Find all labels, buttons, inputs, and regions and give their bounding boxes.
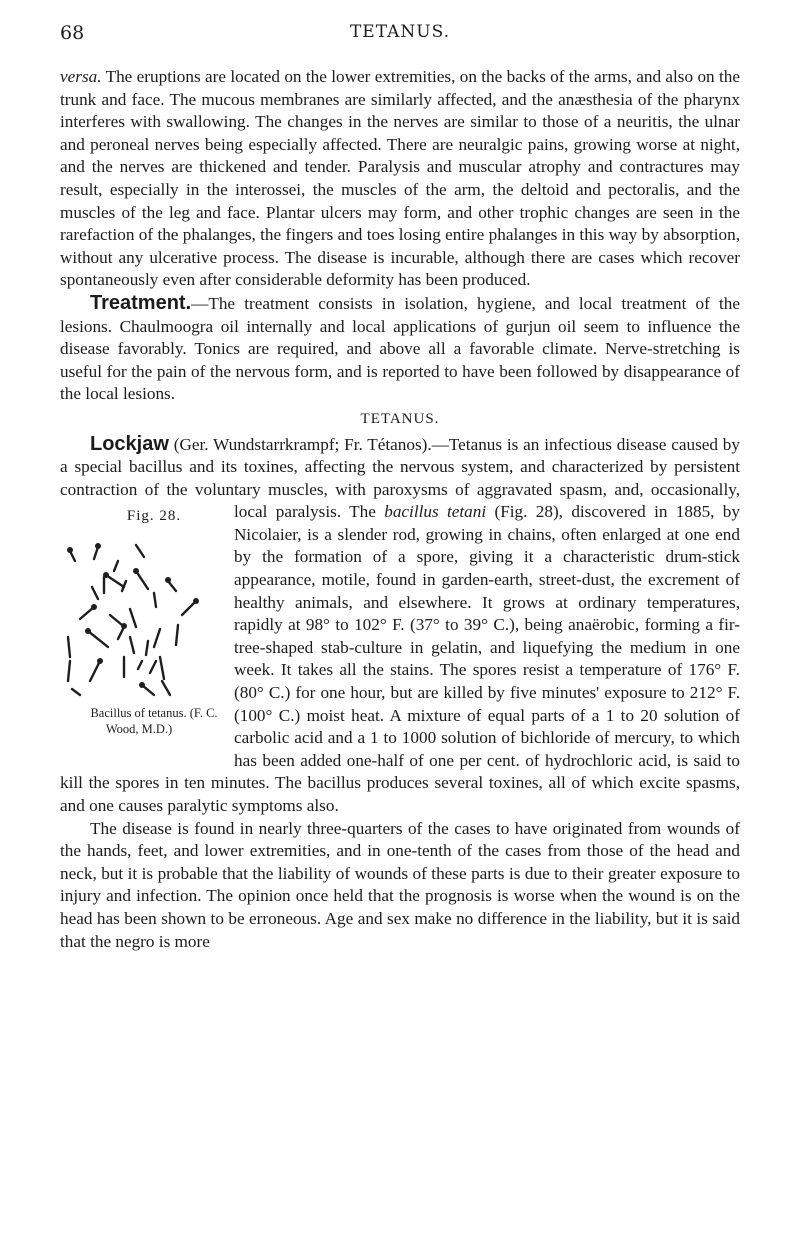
treatment-text: —The treatment consists in isolation, hygiene, and local treatment of the lesions. Chaulmoogra oil internally and local applications of gurjun oil seem to influence the disease favorably. Tonics are required, and above all a favorable climate. Nerve-stretching is useful for the pain of the nervous form, and is reported to have been followed by disappearance of the local lesions. — [60, 293, 740, 404]
spore — [103, 572, 109, 578]
bacillus-rod — [114, 561, 118, 571]
spore — [95, 543, 101, 549]
paragraph-leprosy-continued — [60, 66, 740, 292]
bacillus-rod — [176, 625, 178, 645]
figure-label: Fig. 28. — [126, 508, 182, 525]
spore — [165, 577, 171, 583]
spore — [139, 682, 145, 688]
bacillus-rod — [138, 661, 142, 669]
paragraph-text: The eruptions are located on the lower extremities, on the backs of the arms, and also on the trunk and face. The mucous membranes are similarly affected, and the anæsthesia of the pharynx interferes with swallowing. The changes in the nerves are similar to those of a neuritis, the ulnar and peroneal nerves being especially affected. There are neuralgic pains, growing worse at night, and the nerves are thickened and tender. Paralysis and muscular atrophy and contractures may result, especially in the interossei, the muscles of the arm, the deltoid and pectoralis, and the muscles of the leg and face. Plantar ulcers may form, and other trophic changes are seen in the rarefaction of the phalanges, the fingers and toes losing entire phalanges in this way by absorption, without any ulcerative process. The disease is incurable, although there are cases which recover spontaneously even after considerable deformity has been produced. — [60, 67, 740, 290]
lockjaw-text-after: (Fig. 28), discovered in 1885, by Nicolaier, is a slender rod, growing in chains, often enlarged at one end by the formation of a spore, giving it a characteristic drum-stick appearance, motile, found in garden-earth, street-dust, the excrement of healthy animals, and elsewhere. It grows at ordinary temperatures, rapidly at 98° to 102° F. (37° to 39° C.), being anaërobic, forming a fir-tree-shaped stab-culture in gelatin, and liquefying the medium in one week. It takes all the stains. The spores resist a temperature of 176° F. (80° C.) for one hour, but are killed by five minutes' exposure to 212° F. (100° C.) moist heat. A mixture of equal parts of a 1 to 20 solution of carbolic acid and a 1 to 1000 solution of bichloride of mercury, to which has been added one-half of one per cent. of hydrochloric acid, is said to kill the spores in ten minutes. The bacillus produces several toxines, all of which excite spasms, and one causes paralytic symptoms also. — [60, 502, 740, 815]
treatment-heading: Treatment. — [90, 291, 192, 314]
spore — [67, 547, 73, 553]
bacillus-rod — [90, 661, 100, 681]
lead-italic-word: versa. — [60, 67, 102, 86]
spore — [85, 628, 91, 634]
spore — [91, 604, 97, 610]
figure-28 — [60, 505, 218, 748]
bacillus-rod — [146, 641, 148, 655]
bacillus-rod — [130, 637, 134, 653]
lockjaw-heading: Lockjaw — [90, 432, 169, 455]
bacillus-tetani-term: bacillus tetani — [384, 502, 487, 522]
bacillus-rod — [88, 631, 108, 647]
bacillus-rod — [68, 661, 70, 681]
bacillus-rod — [68, 637, 70, 657]
bacillus-rod — [92, 587, 98, 599]
bacillus-rod — [130, 609, 136, 627]
page-number: 68 — [60, 22, 85, 44]
lockjaw-text-before: (Ger. Wundstarrkrampf; Fr. Tétanos).—Tetanus is an infectious disease caused by a special bacillus and its toxines, affecting the nervous system, and characterized by persistent contraction of the voluntary muscles, with paroxysms of aggravated spasm, and, occasionally, local paralysis. The — [60, 434, 740, 522]
spore — [121, 623, 127, 629]
bacillus-rod — [136, 571, 148, 589]
bacillus-rod — [110, 615, 122, 625]
running-title: TETANUS. — [349, 22, 451, 42]
paragraph-lockjaw — [60, 433, 740, 818]
figure-caption: Bacillus of tetanus. (F. C. Wood, M.D.) — [90, 706, 218, 737]
spore — [133, 568, 139, 574]
bacillus-rod — [136, 545, 144, 557]
spore — [193, 598, 199, 604]
page-header — [0, 22, 800, 50]
bacillus-rod — [162, 681, 170, 695]
bacillus-rod — [72, 689, 80, 695]
bacillus-rod — [106, 575, 124, 587]
bacillus-rod — [154, 629, 160, 647]
spore — [97, 658, 103, 664]
bacillus-rod — [160, 657, 164, 679]
section-title: TETANUS. — [360, 410, 440, 427]
bacillus-illustration — [64, 529, 214, 699]
body-text — [60, 66, 740, 953]
paragraph-treatment — [60, 292, 740, 406]
bacillus-rod — [154, 593, 156, 607]
paragraph-etiology: The disease is found in nearly three-quarters of the cases to have originated from wounds of the hands, feet, and lower extremities, and in one-tenth of the cases from those of the head and neck, but it is probable that the liability of wounds of these parts is due to their greater exposure to injury and infection. The opinion once held that the prognosis is worse when the wound is on the head has been shown to be erroneous. Age and sex make no difference in the liability, but it is said that the negro is more — [60, 818, 740, 951]
bacillus-rod — [150, 661, 156, 673]
